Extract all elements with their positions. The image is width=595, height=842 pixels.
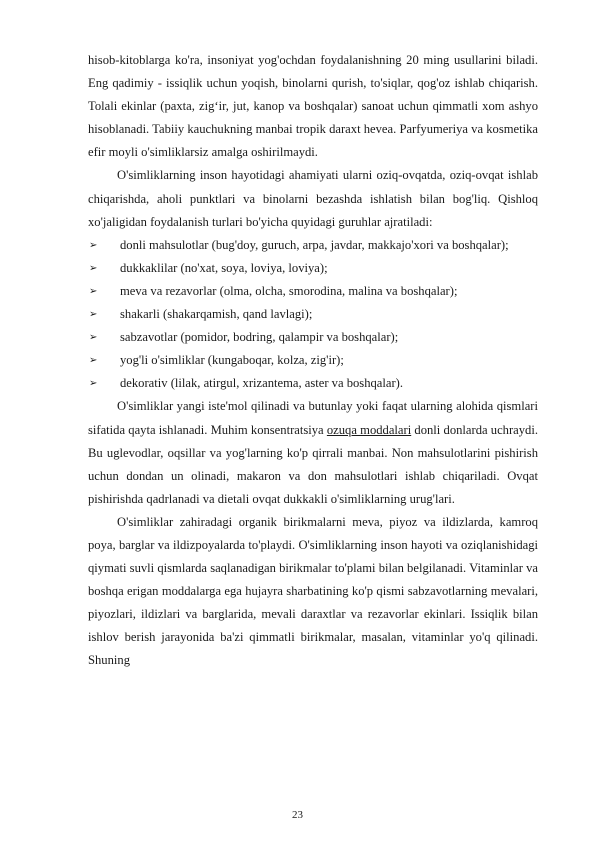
list-item <box>88 303 538 326</box>
nutrients-link[interactable]: ozuqa moddalari <box>326 422 412 437</box>
paragraph-text-start: O'simliklar yangi iste'mol qilinadi va butunlay yoki faqat ularning alohida qismlari sifatida qayta ishlanadi. Muhim konsentratsiya <box>88 399 538 437</box>
paragraph-plant-importance: O'simliklarning inson hayotidagi ahamiyati ularni oziq-ovqatda, oziq-ovqat ishlab chiqarishda, aholi punktlari va binolarni bezashda ishlatish bilan bog'liq. Qishloq xo'jaligidan foydalanish turlari bo'yicha quyidagi guruhlar ajratiladi: <box>88 168 538 229</box>
list-item-text: dekorativ (lilak, atirgul, xrizantema, aster va boshqalar). <box>120 376 404 391</box>
list-item-text: dukkaklilar (no'xat, soya, loviya, loviya); <box>120 260 328 275</box>
arrowhead-bullet-icon: ➢ <box>89 378 98 390</box>
arrowhead-bullet-icon: ➢ <box>89 239 98 251</box>
list-item-text: shakarli (shakarqamish, qand lavlagi); <box>120 307 313 322</box>
list-item <box>88 349 538 372</box>
arrowhead-bullet-icon: ➢ <box>89 262 98 274</box>
list-item-text: donli mahsulotlar (bug'doy, guruch, arpa, javdar, makkajo'xori va boshqalar); <box>120 237 509 252</box>
list-item-text: yog'li o'simliklar (kungaboqar, kolza, zig'ir); <box>120 353 344 368</box>
arrowhead-bullet-icon: ➢ <box>89 285 98 297</box>
list-item <box>88 326 538 349</box>
paragraph-organic-compounds: O'simliklar zahiradagi organik birikmalarni meva, piyoz va ildizlarda, kamroq poya, barglar va ildizpoyalarda to'playdi. O'simliklarning inson hayoti va oziqlanishidagi qiymati suvli qismlarda saqlanadigan birikmalar to'plami bilan belgilanadi. Vitaminlar va boshqa erigan moddalarga ega hujayra sharbatining ko'p qismi sabzavotlarning mevalari, piyozlari, ildizlari va barglarida, mevali daraxtlar va rezavorlar ekinlari. Issiqlik bilan ishlov berish jarayonida ba'zi qimmatli birikmalar, masalan, vitaminlar yo'q qilinadi. Shuning <box>88 514 538 668</box>
list-item <box>88 234 538 257</box>
arrowhead-bullet-icon: ➢ <box>89 309 98 321</box>
document-page-body <box>88 49 538 673</box>
list-item-text: meva va rezavorlar (olma, olcha, smorodina, malina va boshqalar); <box>120 283 458 298</box>
page-number: 23 <box>292 809 303 821</box>
paragraph-wood-and-crops: hisob-kitoblarga ko'ra, insoniyat yog'ochdan foydalanishning 20 ming usullarini biladi. Eng qadimiy - issiqlik uchun yoqish, binolarni qurish, to'siqlar, qog'oz ishlab chiqarish. Tolali ekinlar (paxta, zig‘ir, jut, kanop va boshqalar) sanoat uchun qimmatli xom ashyo hisoblanadi. Tabiiy kauchukning manbai tropik daraxt hevea. Parfyumeriya va kosmetika efir moyli o'simliklarsiz amalga oshirilmaydi. <box>88 53 538 160</box>
list-item <box>88 257 538 280</box>
crop-groups-list <box>88 234 538 396</box>
list-item-text: sabzavotlar (pomidor, bodring, qalampir va boshqalar); <box>120 330 399 345</box>
arrowhead-bullet-icon: ➢ <box>89 355 98 367</box>
arrowhead-bullet-icon: ➢ <box>89 332 98 344</box>
list-item <box>88 372 538 395</box>
paragraph-plant-consumption <box>88 395 538 510</box>
paragraph-text-end: donli donlarda uchraydi. Bu uglevodlar, oqsillar va yog'larning ko'p qirrali manbai. Non mahsulotlarini pishirish uchun dondan un olinadi, makaron va don mahsulotlari ishlab chiqariladi. Ovqat pishirishda qadrlanadi va dietali ovqat dukkakli o'simliklarning urug'lari. <box>88 422 538 506</box>
list-item <box>88 280 538 303</box>
